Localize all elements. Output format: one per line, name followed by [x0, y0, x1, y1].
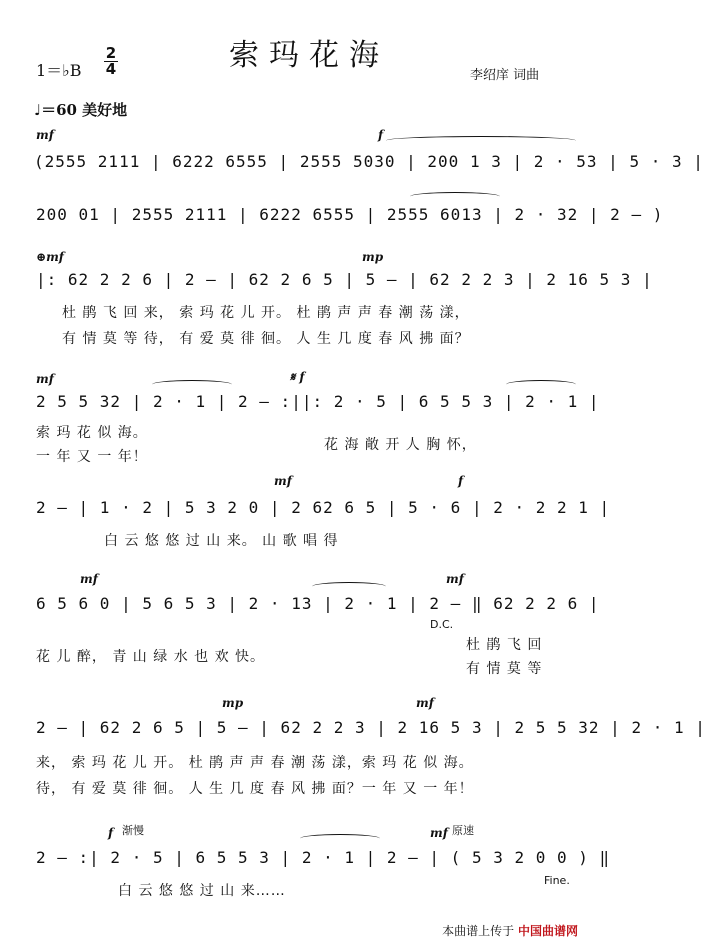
dynamic-f-label: f — [299, 370, 305, 384]
notation-line-1: (2555 2111 | 6222 6555 | 2555 5030 | 200 1 3 | 2 · 53 | 5 · 3 | — [34, 152, 704, 171]
tempo-marking: ♩＝60 美好地 — [34, 101, 128, 119]
meter-bottom: 4 — [105, 60, 117, 78]
dynamic-mp: mp — [362, 250, 384, 264]
lyric-line-5a: 白 云 悠 悠 过 山 来。 山 歌 唱 得 — [104, 533, 339, 549]
lyric-line-4a: 索 玛 花 似 海。 — [36, 425, 148, 441]
upload-credit-prefix: 本曲谱上传于 — [442, 924, 515, 938]
notation-line-8: 2 — :| 2 · 5 | 6 5 5 3 | 2 · 1 | 2 — | ( 5 3 2 0 0 ) ‖ — [36, 848, 611, 867]
lyric-line-6b: 杜 鹃 飞 回 — [466, 637, 543, 653]
slur — [386, 136, 576, 145]
slur — [410, 192, 500, 201]
dynamic-mf — [36, 250, 64, 264]
song-title: 索玛花海 — [229, 38, 389, 73]
dynamic-mf: mf — [274, 474, 292, 488]
notation-line-7: 2 — | 62 2 6 5 | 5 — | 62 2 2 3 | 2 16 5 3 | 2 5 5 32 | 2 · 1 | — [36, 718, 706, 737]
notation-line-6: 6 5 6 0 | 5 6 5 3 | 2 · 13 | 2 · 1 | 2 — ‖ 62 2 2 6 | — [36, 594, 600, 613]
dynamic-mf: mf — [430, 826, 448, 840]
notation-line-5: 2 — | 1 · 2 | 5 3 2 0 | 2 62 6 5 | 5 · 6 | 2 · 2 2 1 | — [36, 498, 611, 517]
dc-mark: D.C. — [430, 618, 454, 631]
notation-line-3: |: 62 2 2 6 | 2 — | 62 2 6 5 | 5 — | 62 2 2 3 | 2 16 5 3 | — [36, 270, 653, 289]
lyric-line-7a: 来， 索 玛 花 儿 开。 杜 鹃 声 声 春 潮 荡 漾，索 玛 花 似 海。 — [36, 755, 474, 771]
jianman-mark: 渐慢 — [122, 824, 144, 837]
dynamic-f: f — [108, 826, 114, 840]
upload-credit — [442, 922, 578, 939]
slur — [506, 380, 576, 389]
notation-line-2: 200 01 | 2555 2111 | 6222 6555 | 2555 6013 | 2 · 32 | 2 — ) — [36, 205, 664, 224]
dynamic-mf: mf — [36, 372, 54, 386]
dynamic-mf-label: mf — [46, 250, 64, 264]
time-signature — [104, 46, 118, 77]
lyric-line-7b: 待， 有 爱 莫 徘 徊。 人 生 几 度 春 风 拂 面？一 年 又 一 年！ — [36, 781, 474, 797]
meter-top: 2 — [105, 44, 117, 62]
dynamic-mf: mf — [80, 572, 98, 586]
lyric-line-3a: 杜 鹃 飞 回 来， 索 玛 花 儿 开。 杜 鹃 声 声 春 潮 荡 漾， — [62, 305, 470, 321]
slur — [312, 582, 386, 591]
dynamic-mp: mp — [222, 696, 244, 710]
lyric-line-4b: 一 年 又 一 年！ — [36, 449, 148, 465]
segno-symbol: 𝄋 — [290, 370, 296, 384]
yuansu-mark: 原速 — [452, 824, 474, 837]
dynamic-mf: mf — [446, 572, 464, 586]
coda-symbol: ⊕ — [36, 250, 47, 264]
site-logo[interactable]: 中国曲谱网 — [517, 924, 578, 938]
key-signature: 1＝♭B — [36, 61, 82, 80]
dynamic-f: f — [378, 128, 384, 142]
slur — [300, 834, 380, 843]
lyric-line-4c: 花 海 敞 开 人 胸 怀， — [324, 437, 477, 453]
notation-line-4: 2 5 5 32 | 2 · 1 | 2 — :||: 2 · 5 | 6 5 5 3 | 2 · 1 | — [36, 392, 600, 411]
lyric-line-6a: 花 儿 醉， 青 山 绿 水 也 欢 快。 — [36, 649, 266, 665]
fine-mark: Fine. — [544, 874, 570, 887]
lyric-line-3b: 有 情 莫 等 待， 有 爱 莫 徘 徊。 人 生 几 度 春 风 拂 面？ — [62, 331, 470, 347]
dynamic-f: f — [458, 474, 464, 488]
segno-f — [290, 370, 305, 385]
dynamic-mf: mf — [416, 696, 434, 710]
lyric-line-8a: 白 云 悠 悠 过 山 来…… — [118, 883, 286, 899]
slur — [152, 380, 232, 389]
composer-credit: 李绍庠 词曲 — [470, 68, 540, 83]
lyric-line-6c: 有 情 莫 等 — [466, 661, 543, 677]
dynamic-mf: mf — [36, 128, 54, 142]
